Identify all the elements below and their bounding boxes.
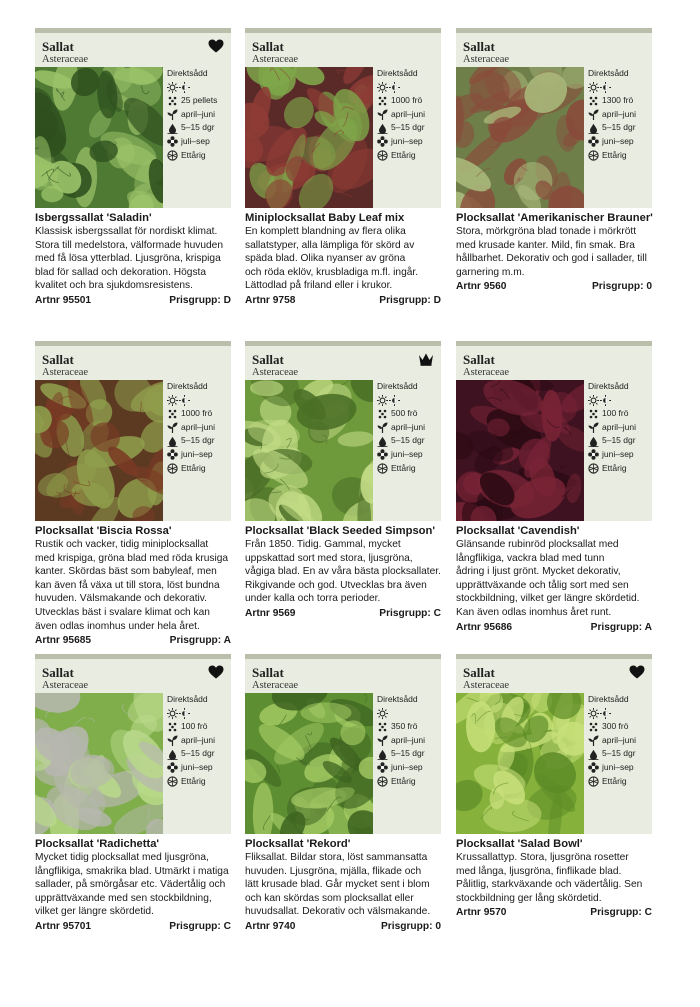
category-label: Sallat: [42, 665, 74, 680]
crown-icon: [418, 352, 434, 366]
germination-icon: [167, 436, 179, 447]
sowing-method: Direktsådd: [588, 694, 629, 704]
product-description: [35, 851, 231, 919]
description-line: med få lösa ytterblad. Ljusgröna, krispiga: [35, 253, 221, 265]
lifecycle: Ettårig: [391, 775, 416, 786]
lifecycle-icon: [167, 463, 179, 474]
sow-time: april–juni: [181, 421, 216, 432]
article-number: Artnr 9560: [456, 281, 507, 293]
product-footer: [456, 621, 652, 635]
sowing-method: Direktsådd: [588, 68, 629, 78]
category-label: Sallat: [42, 352, 74, 367]
sun-icon: [588, 707, 650, 721]
sowing-method: Direktsådd: [167, 68, 208, 78]
product-title: Plocksallat 'Amerikanischer Brauner': [456, 212, 653, 224]
product-footer: [456, 906, 652, 920]
description-line: Mycket tidig plocksallat med ljusgröna,: [35, 852, 209, 863]
germination-icon: [377, 436, 389, 447]
product-title: Plocksallat 'Biscia Rossa': [35, 525, 172, 537]
description-line: Pålitlig, starkväxande och vädertålig. Sen: [456, 879, 643, 891]
product-photo: [35, 693, 163, 834]
product-title: Plocksallat 'Radichetta': [35, 838, 160, 850]
description-line: huvuden. Ljusgröna, mjälla, flikade och: [245, 865, 422, 877]
product-description: [456, 851, 652, 905]
seeds-icon: [588, 95, 600, 106]
description-line: Stora till medelstora, välformade huvuden: [35, 239, 224, 251]
price-group: Prisgrupp: A: [169, 635, 231, 647]
sow-time: april–juni: [602, 734, 637, 745]
growing-info: [588, 380, 650, 475]
lifecycle: Ettårig: [181, 775, 206, 786]
price-group: Prisgrupp: D: [379, 294, 441, 306]
product-description: [35, 225, 231, 293]
sun-icon: [167, 81, 229, 95]
sprout-icon: [167, 109, 179, 120]
description-line: även odlas inomhus under hela året.: [35, 620, 200, 632]
harvest-icon: [588, 136, 600, 147]
description-line: långflikiga, vackra blad med tunn: [456, 552, 605, 564]
description-line: och kan skördas som plocksallat eller: [245, 892, 414, 904]
price-group: Prisgrupp: 0: [591, 281, 652, 293]
sprout-icon: [167, 735, 179, 746]
heart-icon: [629, 665, 645, 679]
category-label: Sallat: [252, 665, 284, 680]
seeds-icon: [377, 408, 389, 419]
description-line: huvuden. Välsmakande och dekorativ.: [35, 593, 207, 605]
article-number: Artnr 95686: [456, 621, 513, 633]
description-line: och röda eklöv, krusbladiga m.fl. ingår.: [245, 266, 419, 278]
price-group: Prisgrupp: C: [169, 920, 231, 932]
harvest-time: juni–sep: [391, 448, 423, 459]
sprout-icon: [167, 422, 179, 433]
category-label: Sallat: [252, 39, 284, 54]
description-line: Krussallattyp. Stora, ljusgröna rosetter: [456, 852, 629, 863]
lifecycle-icon: [167, 150, 179, 161]
seeds-icon: [167, 408, 179, 419]
sprout-icon: [377, 109, 389, 120]
seed-count: 1000 frö: [181, 408, 213, 419]
growing-info: [377, 380, 439, 475]
growing-info: [588, 67, 650, 162]
sun-icon: [588, 81, 650, 95]
category-label: Sallat: [463, 352, 495, 367]
family-label: Asteraceae: [463, 367, 510, 378]
germination-icon: [167, 749, 179, 760]
product-card: [456, 28, 652, 294]
description-line: kvalitet och bra sjukdomsresistens.: [35, 280, 193, 292]
sow-time: april–juni: [602, 108, 637, 119]
product-card: [245, 341, 441, 621]
product-description: [245, 851, 441, 919]
harvest-time: juni–sep: [181, 761, 213, 772]
product-card: [245, 654, 441, 934]
product-photo: [245, 67, 373, 208]
growing-info: [167, 67, 229, 162]
growing-info: [377, 67, 439, 162]
product-header: [456, 28, 652, 208]
sprout-icon: [588, 422, 600, 433]
family-label: Asteraceae: [252, 54, 299, 65]
category-label: Sallat: [252, 352, 284, 367]
seeds-icon: [167, 721, 179, 732]
product-header: [456, 341, 652, 521]
description-line: Stora, mörkgröna blad tonade i mörkrött: [456, 226, 637, 237]
product-footer: [35, 634, 231, 648]
product-photo: [456, 380, 584, 521]
lifecycle: Ettårig: [181, 149, 206, 160]
description-line: Glänsande rubinröd plocksallat med: [456, 539, 619, 550]
sowing-method: Direktsådd: [377, 381, 418, 391]
harvest-time: juni–sep: [602, 761, 634, 772]
sprout-icon: [588, 735, 600, 746]
product-card: [456, 341, 652, 634]
harvest-time: juni–sep: [391, 135, 423, 146]
article-number: Artnr 95701: [35, 920, 92, 932]
sow-time: april–juni: [181, 734, 216, 745]
sprout-icon: [588, 109, 600, 120]
sowing-method: Direktsådd: [167, 381, 208, 391]
lifecycle-icon: [588, 463, 600, 474]
description-line: vågiga blad. En av våra bästa plocksallater.: [245, 566, 441, 578]
product-photo: [245, 693, 373, 834]
description-line: huvudsallat. Dekorativ och välsmakande.: [245, 906, 431, 918]
product-description: [456, 225, 652, 279]
product-footer: [456, 280, 652, 294]
lifecycle-icon: [167, 776, 179, 787]
growing-info: [588, 693, 650, 788]
germination-icon: [377, 123, 389, 134]
price-group: Prisgrupp: 0: [380, 920, 441, 932]
family-label: Asteraceae: [42, 367, 89, 378]
product-title: Plocksallat 'Black Seeded Simpson': [245, 525, 435, 537]
article-number: Artnr 9569: [245, 607, 296, 619]
description-line: Klassisk isbergssallat för nordiskt klimat.: [35, 226, 218, 237]
seeds-icon: [588, 408, 600, 419]
product-card: [456, 654, 652, 920]
product-title: Miniplocksallat Baby Leaf mix: [245, 212, 405, 224]
seed-count: 100 frö: [181, 721, 208, 732]
sun-icon: [167, 394, 229, 408]
description-line: upprättväxande med sen stockbildning,: [35, 892, 212, 904]
product-photo: [35, 380, 163, 521]
sow-time: april–juni: [391, 421, 426, 432]
product-footer: [245, 607, 441, 621]
harvest-icon: [167, 762, 179, 773]
harvest-icon: [377, 136, 389, 147]
description-line: kanter. Skördas bäst som babyleaf, men: [35, 566, 217, 578]
harvest-icon: [167, 136, 179, 147]
family-label: Asteraceae: [42, 680, 89, 691]
germination-time: 5–15 dgr: [391, 435, 425, 446]
price-group: Prisgrupp: A: [590, 621, 652, 633]
description-line: stockbildning ger lång skördetid.: [456, 892, 602, 904]
germination-time: 5–15 dgr: [181, 122, 215, 133]
harvest-time: juni–sep: [181, 448, 213, 459]
germination-icon: [167, 123, 179, 134]
family-label: Asteraceae: [42, 54, 89, 65]
sowing-method: Direktsådd: [377, 68, 418, 78]
germination-icon: [588, 749, 600, 760]
description-line: Utvecklas bäst i svalare klimat och kan: [35, 606, 210, 618]
product-header: [35, 28, 231, 208]
description-line: sallader, på smörgåsar etc. Vädertålig och: [35, 879, 226, 891]
description-line: med långa, ljusgröna, finflikade blad.: [456, 865, 622, 877]
product-header: [245, 28, 441, 208]
description-line: kan även få växa ut till stora, löst bundna: [35, 579, 220, 591]
description-line: med krispiga, gröna blad med röda krusiga: [35, 552, 229, 564]
product-photo: [456, 693, 584, 834]
category-label: Sallat: [463, 665, 495, 680]
description-line: under kalla och torra perioder.: [245, 593, 381, 605]
lifecycle: Ettårig: [602, 149, 627, 160]
category-label: Sallat: [42, 39, 74, 54]
description-line: Kan även odlas inomhus året runt.: [456, 606, 612, 618]
lifecycle: Ettårig: [181, 462, 206, 473]
article-number: Artnr 9570: [456, 907, 507, 919]
growing-info: [167, 380, 229, 475]
seeds-icon: [377, 721, 389, 732]
germination-time: 5–15 dgr: [602, 748, 636, 759]
seed-count: 350 frö: [391, 721, 418, 732]
sow-time: april–juni: [181, 108, 216, 119]
seeds-icon: [588, 721, 600, 732]
product-description: [35, 538, 231, 633]
price-group: Prisgrupp: D: [169, 294, 231, 306]
description-line: Lättodlad på friland eller i krukor.: [245, 280, 393, 292]
description-line: Rustik och vacker, tidig miniplocksallat: [35, 539, 209, 550]
product-description: [245, 225, 441, 293]
sun-icon: [377, 707, 439, 721]
description-line: Rikgivande och god. Utvecklas bra även: [245, 579, 427, 591]
product-footer: [35, 920, 231, 934]
description-line: garnering m.m.: [456, 266, 525, 278]
lifecycle: Ettårig: [391, 149, 416, 160]
germination-time: 5–15 dgr: [391, 122, 425, 133]
product-header: [456, 654, 652, 834]
sow-time: april–juni: [391, 734, 426, 745]
germination-time: 5–15 dgr: [391, 748, 425, 759]
description-line: långflikiga, smakrika blad. Utmärkt i matiga: [35, 865, 229, 877]
product-footer: [245, 920, 441, 934]
germination-icon: [588, 436, 600, 447]
article-number: Artnr 95685: [35, 635, 92, 647]
germination-time: 5–15 dgr: [181, 435, 215, 446]
sow-time: april–juni: [602, 421, 637, 432]
lifecycle-icon: [377, 776, 389, 787]
germination-time: 5–15 dgr: [602, 122, 636, 133]
lifecycle-icon: [588, 776, 600, 787]
description-line: hållbarhet. Dekorativ och god i sallader, till: [456, 253, 647, 265]
seed-count: 1000 frö: [391, 95, 423, 106]
description-line: vilket ger längre skördetid.: [35, 906, 154, 918]
description-line: Från 1850. Tidig. Gammal, mycket: [245, 539, 401, 550]
description-line: Fliksallat. Bildar stora, löst sammansatta: [245, 852, 428, 863]
sun-icon: [377, 81, 439, 95]
lifecycle-icon: [377, 150, 389, 161]
product-header: [35, 341, 231, 521]
sun-icon: [377, 394, 439, 408]
product-card: [35, 654, 231, 934]
category-label: Sallat: [463, 39, 495, 54]
description-line: med krusade kanter. Mild, fin smak. Bra: [456, 239, 635, 251]
family-label: Asteraceae: [252, 680, 299, 691]
heart-icon: [208, 665, 224, 679]
germination-icon: [588, 123, 600, 134]
growing-info: [167, 693, 229, 788]
sun-icon: [588, 394, 650, 408]
harvest-time: juli–sep: [181, 135, 210, 146]
product-photo: [245, 380, 373, 521]
product-header: [245, 654, 441, 834]
product-photo: [456, 67, 584, 208]
seed-count: 25 pellets: [181, 95, 218, 106]
sun-icon: [167, 707, 229, 721]
description-line: lätt krusade blad. Går mycket sent i blom: [245, 879, 430, 891]
harvest-time: juni–sep: [602, 135, 634, 146]
lifecycle-icon: [588, 150, 600, 161]
description-line: späda blad. Olika nyanser av gröna: [245, 253, 406, 265]
sprout-icon: [377, 422, 389, 433]
product-title: Isbergssallat 'Saladin': [35, 212, 152, 224]
harvest-icon: [588, 449, 600, 460]
lifecycle: Ettårig: [602, 775, 627, 786]
sprout-icon: [377, 735, 389, 746]
harvest-time: juni–sep: [391, 761, 423, 772]
price-group: Prisgrupp: C: [590, 907, 652, 919]
lifecycle-icon: [377, 463, 389, 474]
product-header: [35, 654, 231, 834]
seed-count: 500 frö: [391, 408, 418, 419]
seeds-icon: [377, 95, 389, 106]
sowing-method: Direktsådd: [377, 694, 418, 704]
product-footer: [245, 294, 441, 308]
harvest-time: juni–sep: [602, 448, 634, 459]
product-description: [456, 538, 652, 620]
sowing-method: Direktsådd: [167, 694, 208, 704]
lifecycle: Ettårig: [391, 462, 416, 473]
product-title: Plocksallat 'Cavendish': [456, 525, 580, 537]
sow-time: april–juni: [391, 108, 426, 119]
product-photo: [35, 67, 163, 208]
family-label: Asteraceae: [463, 54, 510, 65]
product-card: [35, 28, 231, 308]
description-line: blad för sallad och dekoration. Högsta: [35, 266, 207, 278]
growing-info: [377, 693, 439, 788]
harvest-icon: [377, 762, 389, 773]
seed-count: 300 frö: [602, 721, 629, 732]
description-line: sallatstyper, alla lämpliga för skörd av: [245, 239, 415, 251]
product-title: Plocksallat 'Salad Bowl': [456, 838, 583, 850]
germination-time: 5–15 dgr: [181, 748, 215, 759]
description-line: ådring i ljust grönt. Mycket dekorativ,: [456, 566, 621, 578]
harvest-icon: [588, 762, 600, 773]
harvest-icon: [167, 449, 179, 460]
seed-count: 1300 frö: [602, 95, 634, 106]
germination-time: 5–15 dgr: [602, 435, 636, 446]
article-number: Artnr 95501: [35, 294, 92, 306]
sowing-method: Direktsådd: [588, 381, 629, 391]
seed-count: 100 frö: [602, 408, 629, 419]
description-line: stockbildning, vilket ger längre skördetid.: [456, 593, 640, 605]
description-line: uppskattad sort med stora, ljusgröna,: [245, 552, 413, 564]
description-line: En komplett blandning av flera olika: [245, 226, 406, 237]
product-card: [245, 28, 441, 308]
family-label: Asteraceae: [252, 367, 299, 378]
description-line: upprättväxande och tålig sort med sen: [456, 579, 629, 591]
price-group: Prisgrupp: C: [379, 607, 441, 619]
germination-icon: [377, 749, 389, 760]
article-number: Artnr 9758: [245, 294, 296, 306]
product-footer: [35, 294, 231, 308]
product-header: [245, 341, 441, 521]
family-label: Asteraceae: [463, 680, 510, 691]
product-card: [35, 341, 231, 648]
harvest-icon: [377, 449, 389, 460]
seeds-icon: [167, 95, 179, 106]
lifecycle: Ettårig: [602, 462, 627, 473]
article-number: Artnr 9740: [245, 920, 296, 932]
product-title: Plocksallat 'Rekord': [245, 838, 351, 850]
heart-icon: [208, 39, 224, 53]
product-description: [245, 538, 441, 606]
